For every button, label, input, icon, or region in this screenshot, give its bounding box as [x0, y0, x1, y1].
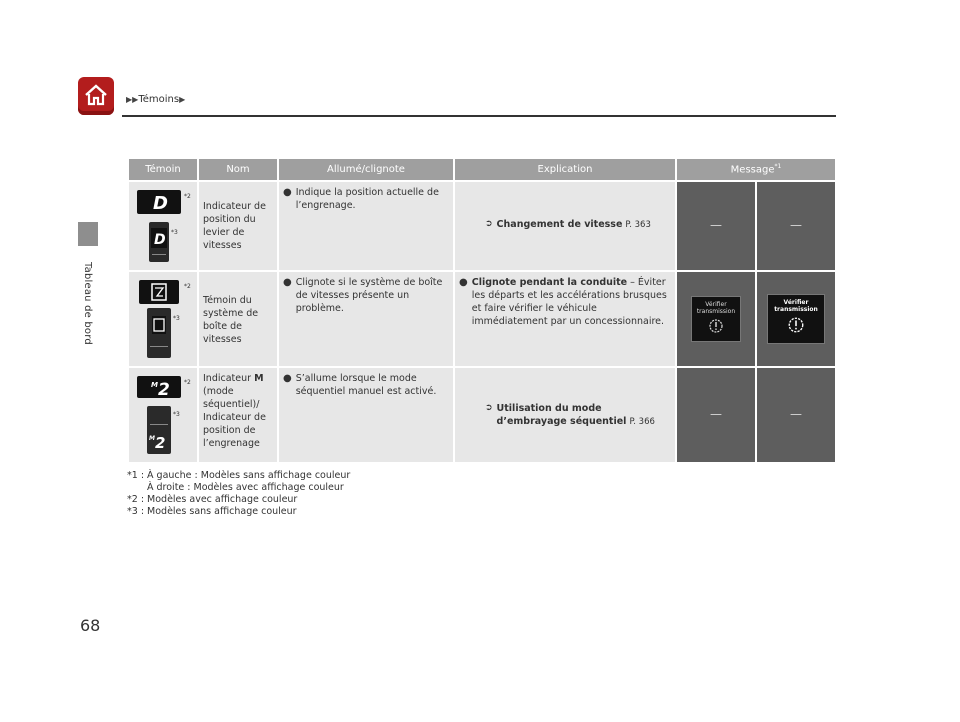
- breadcrumb-arrows: ▶▶: [126, 95, 139, 104]
- indicator-icon-cell: [129, 272, 197, 366]
- svg-text:2: 2: [158, 380, 170, 398]
- message-text: Vérifier transmission: [696, 301, 736, 315]
- message-right: [757, 272, 835, 366]
- footnote-mark: *2: [184, 379, 191, 386]
- header-message: [677, 159, 835, 180]
- indicator-on-text: S’allume lorsque le mode séquentiel manuel est activé.: [295, 373, 437, 397]
- message-right: [757, 368, 835, 462]
- message-dash: —: [790, 218, 802, 232]
- page-ref-icon: ➲: [485, 219, 493, 229]
- header-temoin: Témoin: [129, 159, 197, 180]
- transmission-display-color: [139, 280, 179, 304]
- indicator-name-suffix: (mode séquentiel)/ Indicateur de position de l’engrenage: [203, 386, 266, 449]
- indicator-explanation: [455, 368, 675, 462]
- indicator-name: [199, 182, 277, 270]
- breadcrumb-arrow-end: ▶: [179, 95, 186, 104]
- header-message-label: Message: [730, 164, 775, 176]
- section-tab-marker: [78, 222, 98, 246]
- table-row: [129, 368, 835, 462]
- indicator-on-text: Indique la position actuelle de l’engrenage.: [295, 187, 439, 211]
- message-screen-mono: [691, 296, 741, 342]
- footnote-mark: *3: [171, 229, 178, 236]
- bullet-icon: ●: [283, 373, 292, 384]
- page-ref-number: P. 366: [629, 417, 655, 427]
- sequential-display-mono: [147, 406, 171, 454]
- indicator-name-text: Indicateur de position du levier de vitesses: [203, 201, 266, 251]
- indicator-explanation: [455, 182, 675, 270]
- gear-d-icon: [137, 190, 181, 214]
- message-text: Vérifier transmission: [774, 299, 818, 313]
- indicator-on: [279, 368, 453, 462]
- transmission-warning-icon: [139, 280, 179, 304]
- indicator-on: [279, 272, 453, 366]
- gear-warning-icon: [787, 316, 805, 334]
- sequential-m-mono-icon: [147, 406, 171, 454]
- transmission-display-mono: [147, 308, 171, 358]
- indicator-name-text: Témoin du système de boîte de vitesses: [203, 295, 259, 345]
- footnote-mark: *3: [173, 411, 180, 418]
- header-nom: Nom: [199, 159, 277, 180]
- message-dash: —: [710, 218, 722, 232]
- gear-d-display-color: [137, 190, 181, 214]
- home-button[interactable]: [78, 77, 114, 115]
- header-rule: [122, 115, 836, 117]
- indicator-name-text: Indicateur: [203, 373, 255, 384]
- header-explication: Explication: [455, 159, 675, 180]
- page-ref-link[interactable]: Utilisation du mode d’embrayage séquentiel: [496, 403, 627, 427]
- gear-d-mono-icon: [149, 222, 169, 262]
- table-row: [129, 272, 835, 366]
- message-left: [677, 182, 755, 270]
- table-row: [129, 182, 835, 270]
- footnote-mark: *3: [173, 315, 180, 322]
- header-message-sup: *1: [774, 163, 782, 171]
- indicator-table: [127, 157, 837, 464]
- footnote-2: *2 : Modèles avec affichage couleur: [127, 494, 298, 505]
- bullet-icon: ●: [459, 277, 468, 288]
- indicator-name: [199, 272, 277, 366]
- svg-text:D: D: [153, 193, 168, 214]
- message-left: [677, 368, 755, 462]
- page-ref-number: P. 363: [625, 220, 651, 230]
- footnote-1: *1 : À gauche : Modèles sans affichage couleur: [127, 470, 351, 481]
- page-ref-icon: ➲: [485, 403, 493, 413]
- breadcrumb-label[interactable]: Témoins: [138, 94, 180, 105]
- breadcrumb[interactable]: [126, 94, 185, 105]
- footnotes: [127, 470, 350, 518]
- page-ref-link[interactable]: Changement de vitesse: [496, 219, 623, 230]
- message-left: [677, 272, 755, 366]
- indicator-icon-cell: [129, 182, 197, 270]
- bullet-icon: ●: [283, 187, 292, 198]
- footnote-mark: *2: [184, 193, 191, 200]
- section-tab-label: Tableau de bord: [82, 262, 93, 345]
- message-screen-color: [767, 294, 825, 344]
- message-dash: —: [790, 407, 802, 421]
- svg-text:M: M: [151, 381, 158, 389]
- message-right: [757, 182, 835, 270]
- indicator-on-text: Clignote si le système de boîte de vitesses présente un problème.: [295, 277, 443, 314]
- gear-warning-icon: [708, 318, 724, 334]
- footnote-1b: À droite : Modèles avec affichage couleur: [147, 482, 344, 493]
- footnote-3: *3 : Modèles sans affichage couleur: [127, 506, 297, 517]
- svg-text:2: 2: [155, 434, 166, 452]
- indicator-on: [279, 182, 453, 270]
- explanation-text: – Éviter les départs et les accélérations brusques et faire vérifier le véhicule immédiatement par un concessionnaire.: [471, 277, 667, 327]
- message-dash: —: [710, 407, 722, 421]
- indicator-name: [199, 368, 277, 462]
- bullet-icon: ●: [283, 277, 292, 288]
- indicator-icon-cell: [129, 368, 197, 462]
- transmission-mono-icon: [147, 308, 171, 358]
- indicator-name-bold: M: [254, 373, 264, 384]
- svg-text:D: D: [154, 232, 166, 248]
- sequential-display-color: [137, 376, 181, 398]
- svg-text:M: M: [149, 435, 155, 442]
- explanation-bold: Clignote pendant la conduite: [471, 277, 628, 288]
- indicator-explanation: [455, 272, 675, 366]
- gear-d-display-mono: [149, 222, 169, 262]
- page-number: 68: [80, 616, 101, 635]
- footnote-mark: *2: [184, 283, 191, 290]
- table-header-row: [129, 159, 835, 180]
- header-allume: Allumé/clignote: [279, 159, 453, 180]
- home-icon: [83, 82, 109, 108]
- sequential-m-icon: [137, 376, 181, 398]
